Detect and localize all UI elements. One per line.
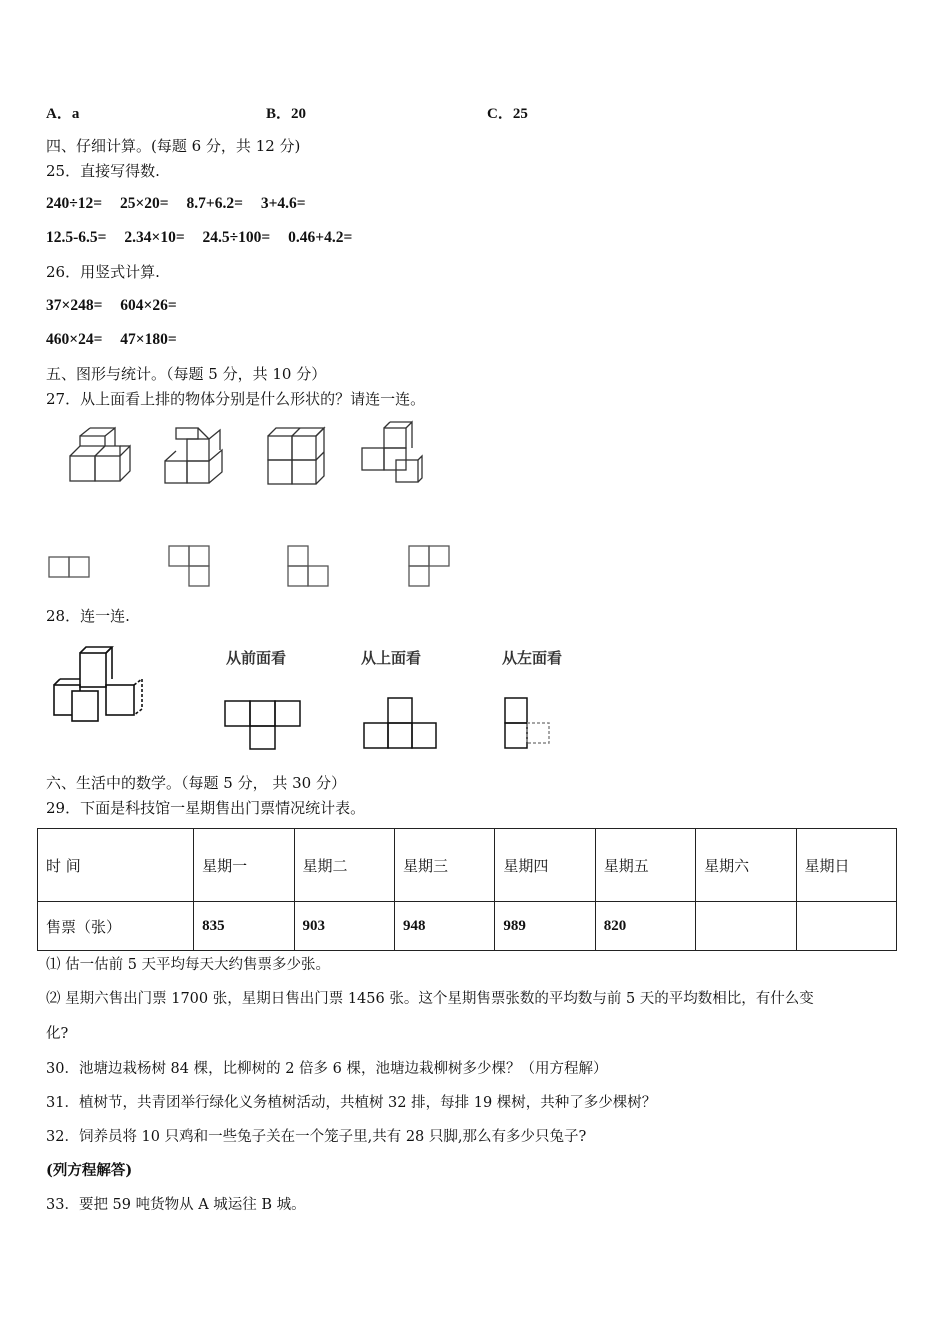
top-view-3 [288,546,328,586]
q32-text: 32．饲养员将 10 只鸡和一些兔子关在一个笼子里,共有 28 只脚,那么有多少只兔子? [46,1129,587,1145]
q27-objects-figure [60,418,430,493]
table-cell [696,902,796,951]
left-view [505,698,549,748]
option-c: C．25 [487,106,528,122]
table-cell: 835 [194,902,294,951]
section-5-title: 五、图形与统计。（每题 5 分，共 10 分） [46,365,327,383]
q25-item: 240÷12= [46,195,103,212]
q32-note: (列方程解答) [46,1162,133,1179]
q29-title: 29．下面是科技馆一星期售出门票情况统计表。 [46,799,366,817]
q25-row-1 [46,194,320,214]
q25-item: 12.5-6.5= [46,229,107,246]
q25-item: 2.34×10= [124,229,185,246]
q27-top-views-figure [48,543,458,591]
q28-views-figure [222,695,562,755]
q29-sub-1: ⑴ 估一估前 5 天平均每天大约售票多少张。 [46,957,331,973]
table-cell: 星期二 [294,829,394,902]
table-cell: 星期五 [595,829,695,902]
table-cell: 星期四 [495,829,595,902]
q26-item: 37×248= [46,297,103,314]
q25-item: 24.5÷100= [202,229,271,246]
q29-sub-2b: 化? [46,1026,69,1042]
q26-item: 460×24= [46,331,103,348]
section-4-title: 四、仔细计算。(每题 6 分，共 12 分) [46,137,301,155]
cube-object-1 [70,428,130,481]
cube-object-3 [268,428,324,484]
ticket-sales-table [37,828,897,951]
cube-object-2 [165,428,222,483]
q26-row-1 [46,296,191,316]
q33-text: 33．要把 59 吨货物从 A 城运往 B 城。 [46,1197,306,1213]
table-cell: 989 [495,902,595,951]
table-header-row [38,829,897,902]
q26-item: 604×26= [120,297,177,314]
q31-text: 31．植树节，共青团举行绿化义务植树活动，共植树 32 排，每排 19 棵树，共种了多少棵树？ [46,1095,657,1111]
q25-item: 0.46+4.2= [288,229,353,246]
view-label-front: 从前面看 [226,649,287,667]
q29-sub-2a: ⑵ 星期六售出门票 1700 张，星期日售出门票 1456 张。这个星期售票张数的平均数与前 5 天的平均数相比，有什么变 [46,991,814,1007]
section-6-title: 六、生活中的数学。（每题 5 分， 共 30 分） [46,774,346,792]
table-cell: 820 [595,902,695,951]
q25-item: 25×20= [119,195,169,212]
top-view [364,698,436,748]
top-view-4 [409,546,449,586]
option-b: B．20 [266,106,307,122]
q26-row-2 [46,330,191,350]
q28-object-figure [50,645,150,725]
table-cell: 星期日 [796,829,897,902]
front-view [225,701,300,749]
table-cell: 售票（张） [38,902,194,951]
table-cell: 星期三 [394,829,494,902]
top-view-1 [49,557,89,577]
table-cell: 948 [394,902,494,951]
table-cell: 903 [294,902,394,951]
q30-text: 30．池塘边栽杨树 84 棵，比柳树的 2 倍多 6 棵，池塘边栽柳树多少棵？（用方程解） [46,1061,608,1077]
q28-title: 28．连一连. [46,607,130,625]
q26-title: 26．用竖式计算. [46,263,160,281]
view-label-top: 从上面看 [361,649,422,667]
top-view-2 [169,546,209,586]
q27-title: 27．从上面看上排的物体分别是什么形状的？请连一连。 [46,390,426,408]
table-cell: 星期六 [696,829,796,902]
q25-row-2 [46,228,366,248]
q25-item: 8.7+6.2= [186,195,243,212]
table-cell: 时 间 [38,829,194,902]
q25-item: 3+4.6= [260,195,306,212]
q25-title: 25．直接写得数. [46,162,160,180]
option-a: A．a [46,106,80,122]
q26-item: 47×180= [120,331,177,348]
table-cell [796,902,897,951]
table-row [38,902,897,951]
cube-object-4 [362,422,422,482]
table-cell: 星期一 [194,829,294,902]
view-label-left: 从左面看 [502,649,563,667]
